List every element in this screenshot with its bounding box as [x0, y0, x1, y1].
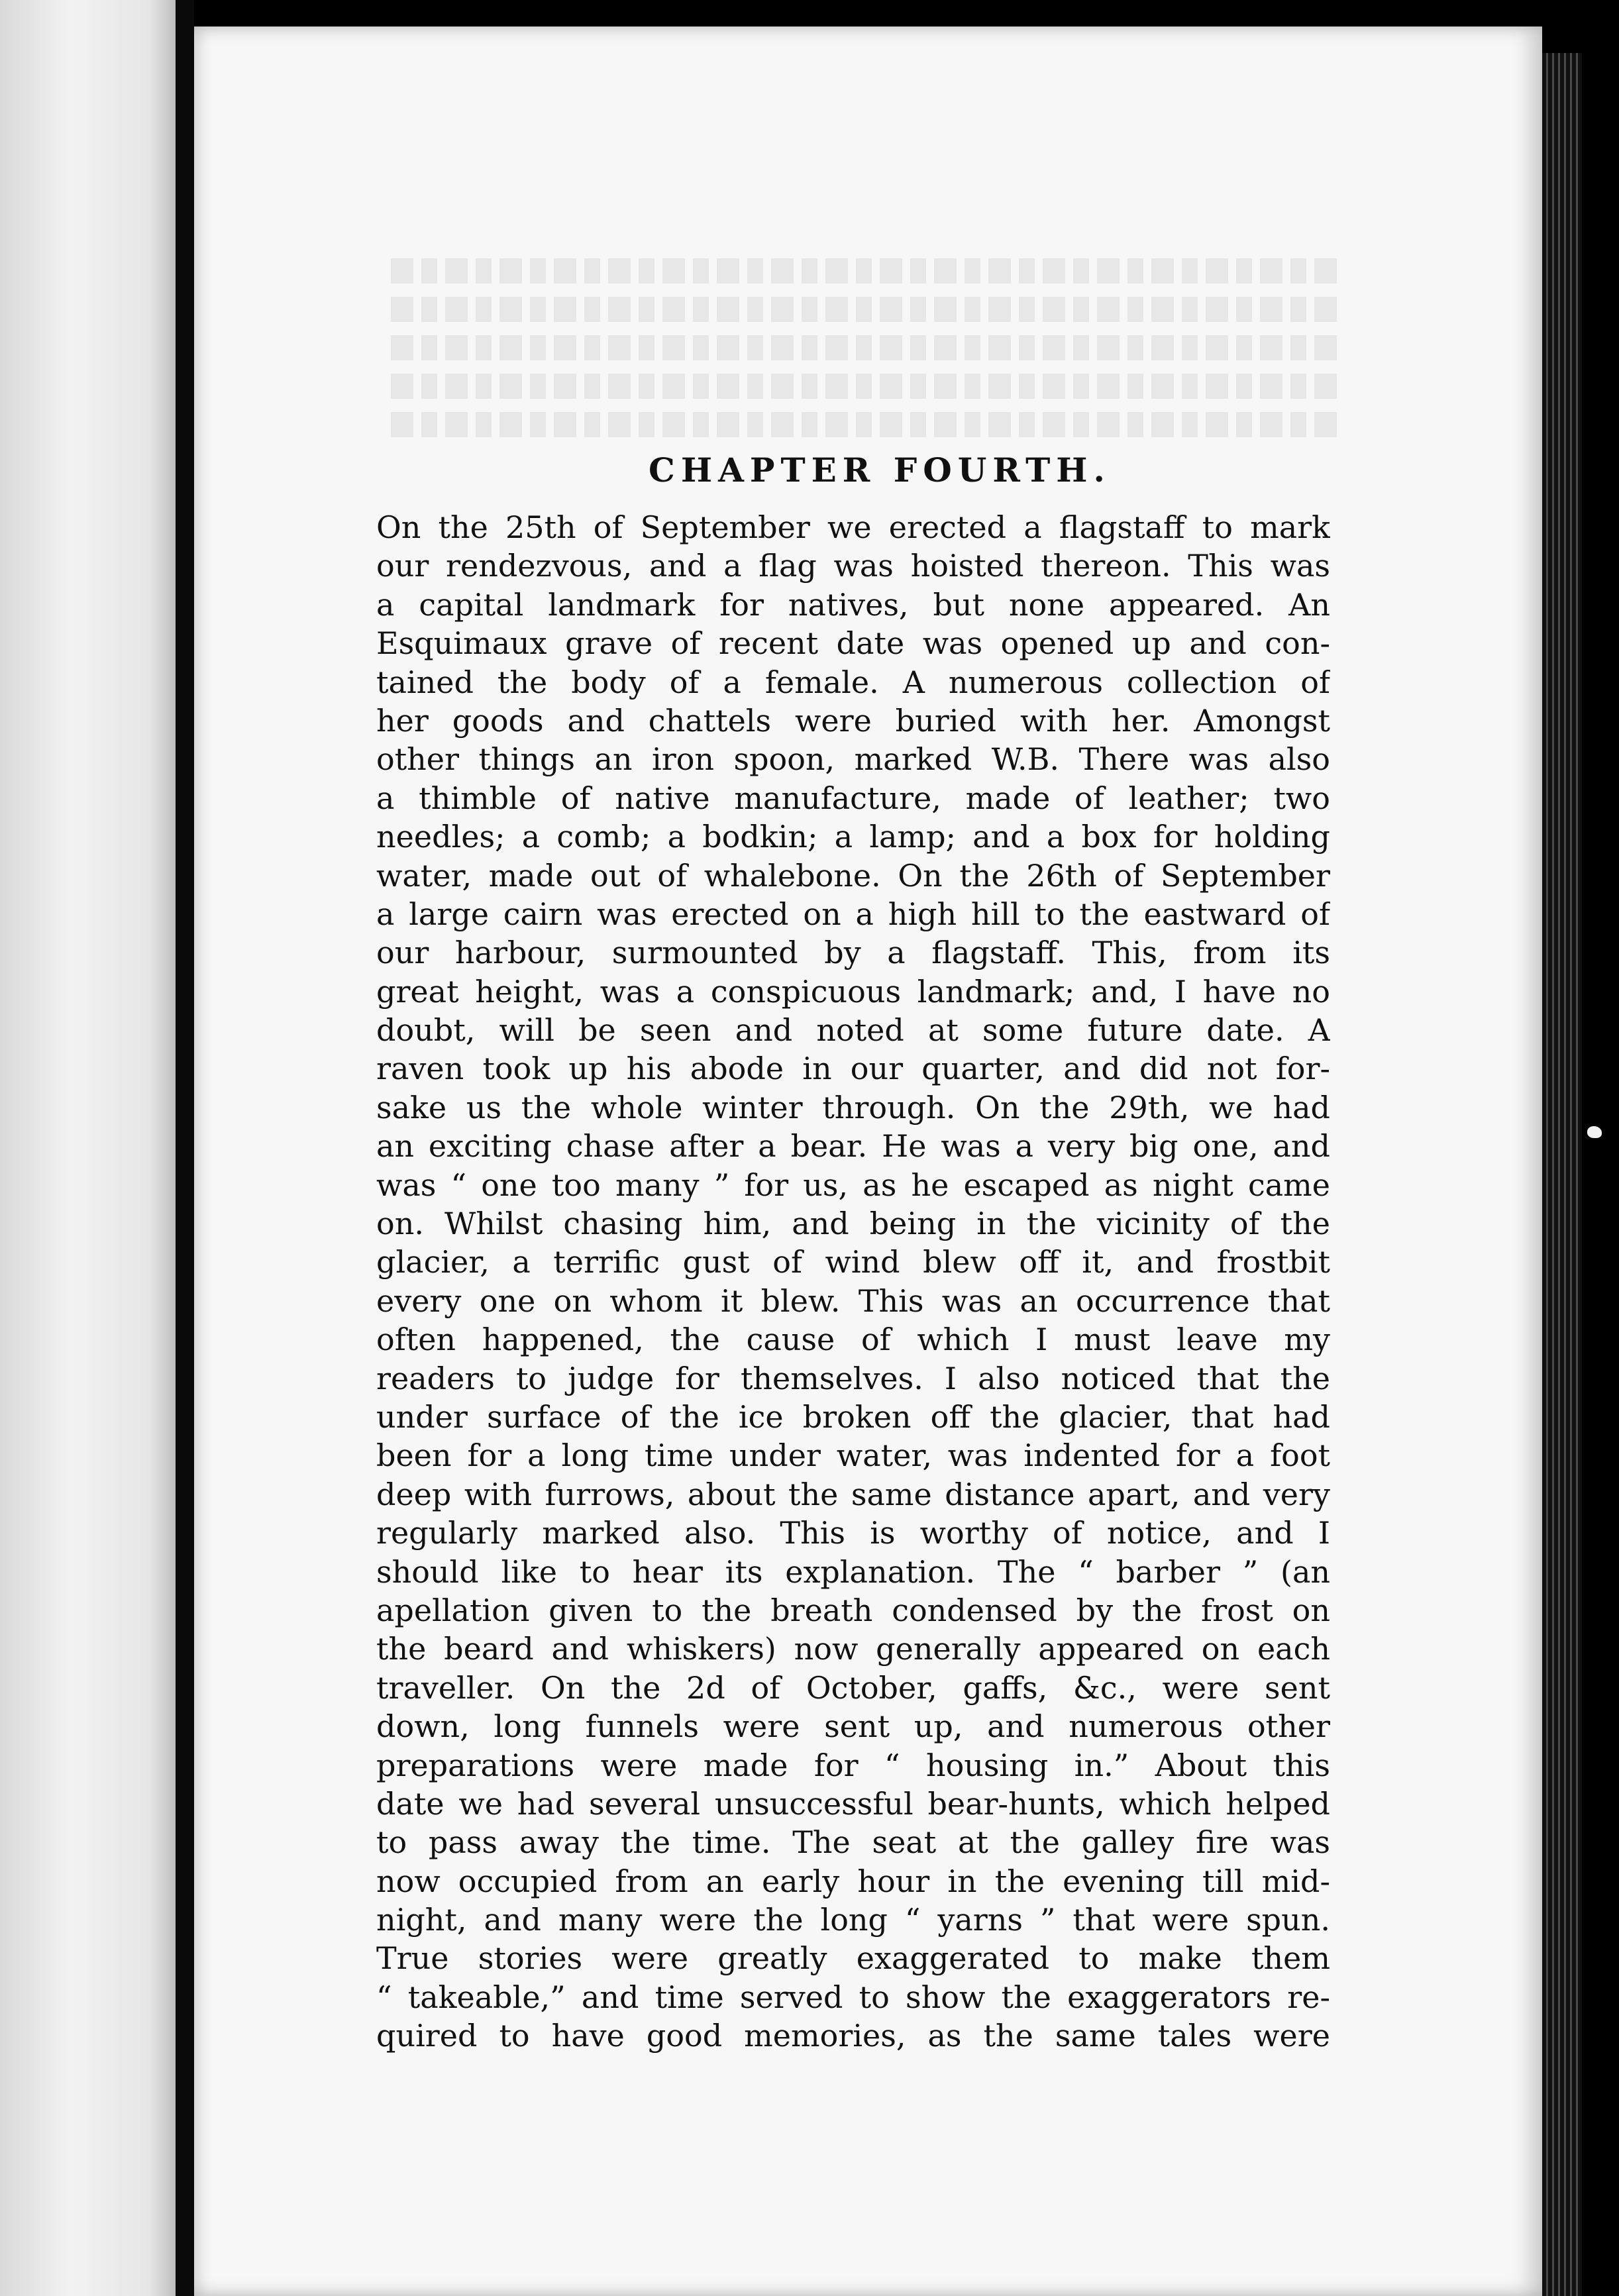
text-line: great height, was a conspicuous landmark; and, I have no [376, 973, 1330, 1010]
text-line: our rendezvous, and a flag was hoisted thereon. This was [376, 548, 1330, 584]
text-line: on. Whilst chasing him, and being in the vicinity of the [376, 1206, 1330, 1242]
text-line: True stories were greatly exaggerated to make them [376, 1940, 1330, 1977]
text-line: deep with furrows, about the same distance apart, and very [376, 1476, 1330, 1512]
text-line: “ takeable,” and time served to show the exaggerators re- [376, 1979, 1330, 2015]
text-line: a thimble of native manufacture, made of leather; two [376, 780, 1330, 816]
text-line: apellation given to the breath condensed by the frost on [376, 1592, 1330, 1628]
text-line: to pass away the time. The seat at the galley fire was [376, 1824, 1330, 1861]
text-line: a capital landmark for natives, but none appeared. An [376, 586, 1330, 623]
text-line: tained the body of a female. A numerous collection of [376, 664, 1330, 700]
text-block [376, 450, 1330, 2056]
text-line: an exciting chase after a bear. He was a very big one, and [376, 1128, 1330, 1165]
scan-border [1582, 0, 1619, 2296]
text-line: On the 25th of September we erected a flagstaff to mark [376, 509, 1330, 545]
chapter-title: CHAPTER FOURTH. [649, 450, 1111, 490]
text-line: other things an iron spoon, marked W.B. There was also [376, 741, 1330, 778]
previous-page-edge [0, 0, 176, 2296]
text-line: readers to judge for themselves. I also noticed that the [376, 1360, 1330, 1396]
text-line: often happened, the cause of which I must leave my [376, 1322, 1330, 1358]
text-line: preparations were made for “ housing in.” About this [376, 1747, 1330, 1783]
text-line: should like to hear its explanation. The “ barber ” (an [376, 1553, 1330, 1590]
text-line: every one on whom it blew. This was an occurrence that [376, 1282, 1330, 1319]
text-line: traveller. On the 2d of October, gaffs, &c., were sent [376, 1669, 1330, 1706]
gutter [176, 0, 194, 2296]
bleed-through-text [391, 258, 1338, 457]
text-line: needles; a comb; a bodkin; a lamp; and a box for holding [376, 819, 1330, 855]
page-stack-edge [1542, 53, 1582, 2296]
text-line: sake us the whole winter through. On the 29th, we had [376, 1089, 1330, 1125]
text-line: night, and many were the long “ yarns ” that were spun. [376, 1902, 1330, 1938]
text-line: doubt, will be seen and noted at some future date. A [376, 1012, 1330, 1049]
text-line: the beard and whiskers) now generally appeared on each [376, 1631, 1330, 1667]
text-line: date we had several unsuccessful bear-hunts, which helped [376, 1785, 1330, 1822]
text-line: was “ one too many ” for us, as he escaped as night came [376, 1167, 1330, 1203]
text-line: Esquimaux grave of recent date was opened up and con- [376, 625, 1330, 662]
text-line: quired to have good memories, as the same tales were [376, 2018, 1330, 2054]
scan-blemish [1587, 1126, 1602, 1138]
text-line: raven took up his abode in our quarter, and did not for- [376, 1051, 1330, 1087]
text-line: been for a long time under water, was indented for a foot [376, 1437, 1330, 1474]
text-line: her goods and chattels were buried with her. Amongst [376, 702, 1330, 739]
text-line: down, long funnels were sent up, and numerous other [376, 1708, 1330, 1745]
text-line: now occupied from an early hour in the evening till mid- [376, 1863, 1330, 1899]
text-line: water, made out of whalebone. On the 26th of September [376, 857, 1330, 894]
text-line: glacier, a terrific gust of wind blew off it, and frostbit [376, 1244, 1330, 1280]
text-line: a large cairn was erected on a high hill to the eastward of [376, 896, 1330, 932]
body-text [376, 508, 1330, 2056]
text-line: regularly marked also. This is worthy of notice, and I [376, 1515, 1330, 1551]
text-line: our harbour, surmounted by a flagstaff. This, from its [376, 935, 1330, 971]
text-line: under surface of the ice broken off the glacier, that had [376, 1398, 1330, 1435]
